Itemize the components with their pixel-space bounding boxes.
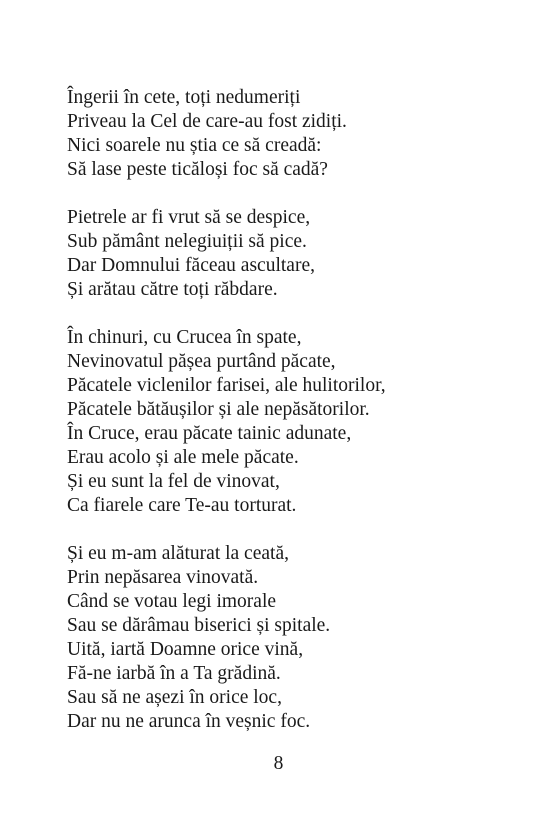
poem-line: Dar Domnului făceau ascultare, — [67, 255, 315, 276]
stanza-2 — [67, 206, 537, 302]
poem-line: Erau acolo și ale mele păcate. — [67, 447, 299, 468]
poem-line: Păcatele bătăușilor și ale nepăsătorilor. — [67, 399, 370, 420]
poem-line: În chinuri, cu Crucea în spate, — [67, 327, 302, 348]
poem-line: Nevinovatul pășea purtând păcate, — [67, 351, 336, 372]
poem-line: Și eu sunt la fel de vinovat, — [67, 471, 280, 492]
poem-line: Și arătau către toți răbdare. — [67, 279, 278, 300]
stanza-3 — [67, 326, 537, 518]
poem-line: Sau se dărâmau biserici și spitale. — [67, 615, 331, 636]
poem-line: Priveau la Cel de care-au fost zidiți. — [67, 111, 347, 132]
stanza-1 — [67, 86, 537, 182]
poem-line: Îngerii în cete, toți nedumeriți — [67, 87, 301, 108]
stanza-4 — [67, 542, 537, 734]
poem-line: Și eu m-am alăturat la ceată, — [67, 543, 289, 564]
page-number: 8 — [273, 753, 284, 774]
poem-line: Sub pământ nelegiuiții să pice. — [67, 231, 307, 252]
poem-line: Sau să ne așezi în orice loc, — [67, 687, 282, 708]
poem-line: Dar nu ne arunca în veșnic foc. — [67, 711, 311, 732]
poem — [67, 86, 537, 734]
poem-line: Fă-ne iarbă în a Ta grădină. — [67, 663, 281, 684]
poem-line: Pietrele ar fi vrut să se despice, — [67, 207, 311, 228]
poem-line: Ca fiarele care Te-au torturat. — [67, 495, 297, 516]
poem-line: Nici soarele nu știa ce să creadă: — [67, 135, 322, 156]
poem-line: Prin nepăsarea vinovată. — [67, 567, 259, 588]
poem-line: Să lase peste ticăloși foc să cadă? — [67, 159, 328, 180]
poem-line: Uită, iartă Doamne orice vină, — [67, 639, 304, 660]
poem-line: Păcatele viclenilor farisei, ale hulitorilor, — [67, 375, 386, 396]
poem-line: Când se votau legi imorale — [67, 591, 277, 612]
poem-line: În Cruce, erau păcate tainic adunate, — [67, 423, 352, 444]
